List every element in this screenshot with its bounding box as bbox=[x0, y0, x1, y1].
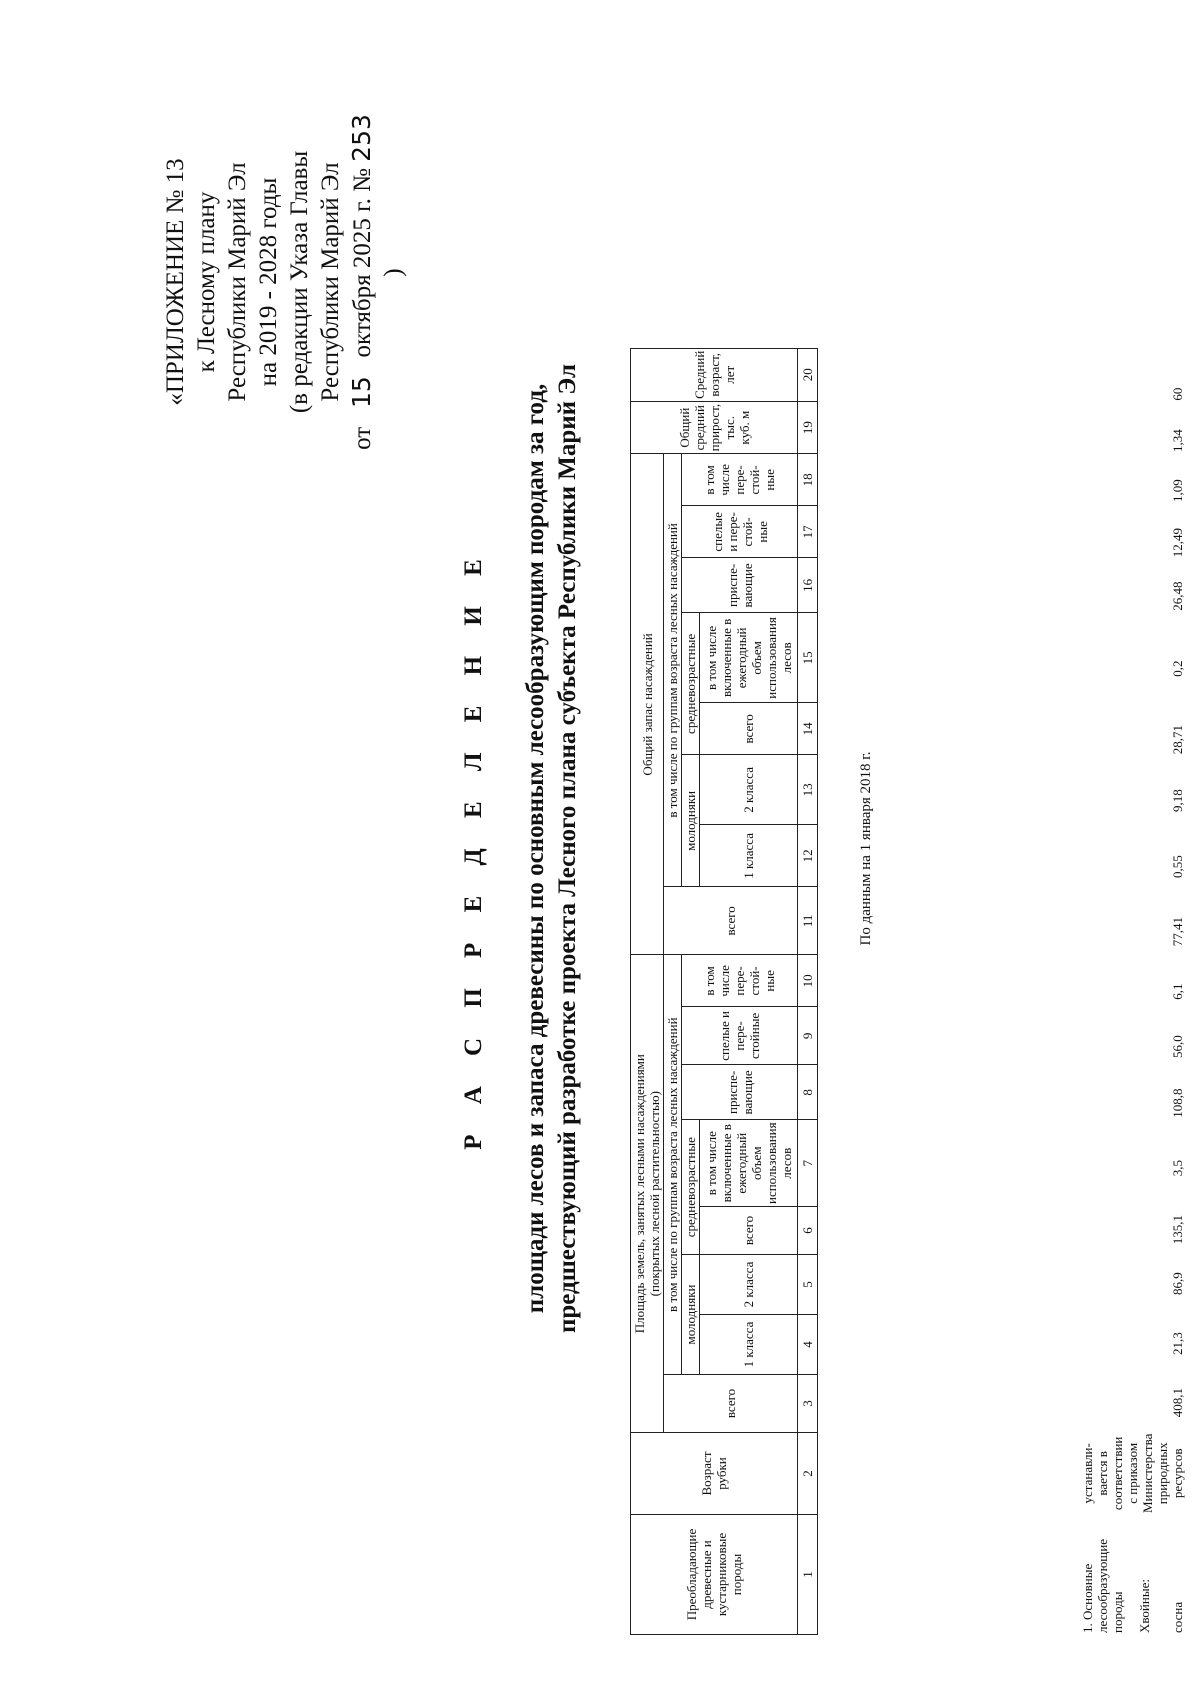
table-cell: 1,09 bbox=[1170, 479, 1185, 503]
header-area-class1: 1 класса bbox=[700, 1315, 798, 1375]
section-row bbox=[1080, 372, 1127, 1635]
table-cell: 135,1 bbox=[1170, 1215, 1185, 1245]
appendix-date-line bbox=[346, 112, 409, 452]
column-number: 12 bbox=[798, 825, 818, 887]
column-number: 6 bbox=[798, 1207, 818, 1255]
appendix-line: (в редакции Указа Главы bbox=[286, 150, 313, 414]
table-cell: 9,18 bbox=[1170, 789, 1185, 813]
header-area-by-age: в том числе по группам возраста лесных насаждений bbox=[664, 955, 682, 1375]
distribution-table-body bbox=[1080, 372, 1185, 1635]
document-subtitle bbox=[520, 0, 584, 1697]
appendix-line: Республики Марий Эл bbox=[224, 162, 251, 402]
table-cell: 60 bbox=[1170, 387, 1185, 401]
column-number: 14 bbox=[798, 703, 818, 755]
column-number: 17 bbox=[798, 506, 818, 558]
table-cell: 28,71 bbox=[1170, 725, 1185, 755]
appendix-line: к Лесному плану bbox=[193, 191, 220, 373]
table-cell: 6,1 bbox=[1170, 983, 1185, 1000]
table-cell: 408,1 bbox=[1170, 1388, 1185, 1418]
column-number: 20 bbox=[798, 348, 818, 401]
header-area-middle-annual: в том числе включенные в ежегодный объем использования лесов bbox=[700, 1120, 798, 1207]
column-number: 18 bbox=[798, 454, 818, 506]
header-area-mature: спелые и пере-стойные bbox=[682, 1007, 798, 1065]
date-suffix: ) bbox=[380, 268, 407, 277]
table-cell: 12,49 bbox=[1170, 528, 1185, 558]
header-stock-class2: 2 класса bbox=[700, 755, 798, 825]
header-area-young: молодняки bbox=[682, 1255, 700, 1375]
column-number: 13 bbox=[798, 755, 818, 825]
header-species: Преобладающие древесные и кустарниковые породы bbox=[631, 1515, 798, 1635]
date-day: 15 bbox=[347, 376, 376, 409]
distribution-table-header bbox=[630, 348, 818, 1635]
column-number: 11 bbox=[798, 887, 818, 955]
header-stock-class1: 1 класса bbox=[700, 825, 798, 887]
column-number: 10 bbox=[798, 955, 818, 1007]
header-stock-middle-annual: в том числе включенные в ежегодный объем использования лесов bbox=[700, 613, 798, 703]
header-stock-maturing: приспе-вающие bbox=[682, 558, 798, 613]
cutting-age-note: устанавли-вается в соответствии с приказом Министерства природных ресурсов bbox=[1080, 1433, 1185, 1513]
column-number: 3 bbox=[798, 1375, 818, 1433]
column-number: 7 bbox=[798, 1120, 818, 1207]
header-stock-mature: спелые и пере-стой-ные bbox=[682, 506, 798, 558]
column-number: 16 bbox=[798, 558, 818, 613]
table-cell: 3,5 bbox=[1170, 1160, 1185, 1177]
table-cell: 1,34 bbox=[1170, 429, 1185, 453]
date-text: октября 2025 г. № bbox=[349, 168, 376, 358]
area-title: Площадь земель, занятых лесными насаждениями bbox=[632, 1054, 647, 1334]
appendix-line: Республики Марий Эл bbox=[317, 162, 344, 402]
section-conifers: Хвойные: bbox=[1136, 1579, 1152, 1633]
header-cutting-age: Возраст рубки bbox=[631, 1433, 798, 1515]
header-stock-group: Общий запас насаждений bbox=[631, 454, 664, 955]
header-area-overmature: в том числе пере-стой-ные bbox=[682, 955, 798, 1007]
header-stock-total: всего bbox=[664, 887, 798, 955]
header-stock-middle-total: всего bbox=[700, 703, 798, 755]
appendix-block bbox=[160, 112, 409, 452]
column-number: 5 bbox=[798, 1255, 818, 1315]
decree-number: 253 bbox=[347, 114, 376, 162]
column-number: 9 bbox=[798, 1007, 818, 1065]
header-stock-middle: средневозрастные bbox=[682, 613, 700, 755]
column-number: 8 bbox=[798, 1065, 818, 1120]
subtitle-line-2: предшествующий разработке проекта Лесного плана субъекта Республики Марий Эл bbox=[554, 364, 581, 1334]
table-cell: 0,2 bbox=[1170, 660, 1185, 677]
row-species: сосна bbox=[1170, 1601, 1185, 1633]
header-stock-by-age: в том числе по группам возраста лесных насаждений bbox=[664, 454, 682, 887]
header-row-1 bbox=[631, 348, 664, 1634]
header-area-middle: средневозрастные bbox=[682, 1120, 700, 1255]
header-area-middle-total: всего bbox=[700, 1207, 798, 1255]
table-cell: 77,41 bbox=[1170, 917, 1185, 947]
appendix-line: на 2019 - 2028 годы bbox=[255, 177, 282, 387]
table-cell: 26,48 bbox=[1170, 581, 1185, 611]
header-area-maturing: приспе-вающие bbox=[682, 1065, 798, 1120]
column-number: 2 bbox=[798, 1433, 818, 1515]
table-cell: 56,0 bbox=[1170, 1035, 1185, 1059]
document-title: Р А С П Р Е Д Е Л Е Н И Е bbox=[460, 547, 487, 1150]
table-cell: 86,9 bbox=[1170, 1272, 1185, 1296]
header-stock-young: молодняки bbox=[682, 755, 700, 887]
data-date-note: По данным на 1 января 2018 г. bbox=[858, 751, 874, 946]
column-number: 4 bbox=[798, 1315, 818, 1375]
table-cell: 21,3 bbox=[1170, 1332, 1185, 1356]
table-cell: 0,55 bbox=[1170, 855, 1185, 879]
column-number: 15 bbox=[798, 613, 818, 703]
header-avg-age: Средний возраст, лет bbox=[631, 348, 798, 401]
header-area-group bbox=[631, 955, 664, 1433]
table-cell: 108,8 bbox=[1170, 1088, 1185, 1118]
date-prefix: от bbox=[349, 426, 376, 450]
area-subtitle: (покрытых лесной растительностью) bbox=[647, 1091, 662, 1297]
header-area-class2: 2 класса bbox=[700, 1255, 798, 1315]
header-avg-growth: Общий средний прирост, тыс. куб. м bbox=[631, 401, 798, 453]
subtitle-line-1: площади лесов и запаса древесины по основным лесообразующим породам за год, bbox=[522, 383, 549, 1314]
header-area-total: всего bbox=[664, 1375, 798, 1433]
column-number-row bbox=[798, 348, 818, 1634]
header-stock-overmature: в том числе пере-стой-ные bbox=[682, 454, 798, 506]
appendix-title: «ПРИЛОЖЕНИЕ № 13 bbox=[162, 158, 189, 406]
section-main-species: 1. Основные лесообразующие породы bbox=[1080, 1538, 1125, 1633]
column-number: 19 bbox=[798, 401, 818, 453]
column-number: 1 bbox=[798, 1515, 818, 1635]
